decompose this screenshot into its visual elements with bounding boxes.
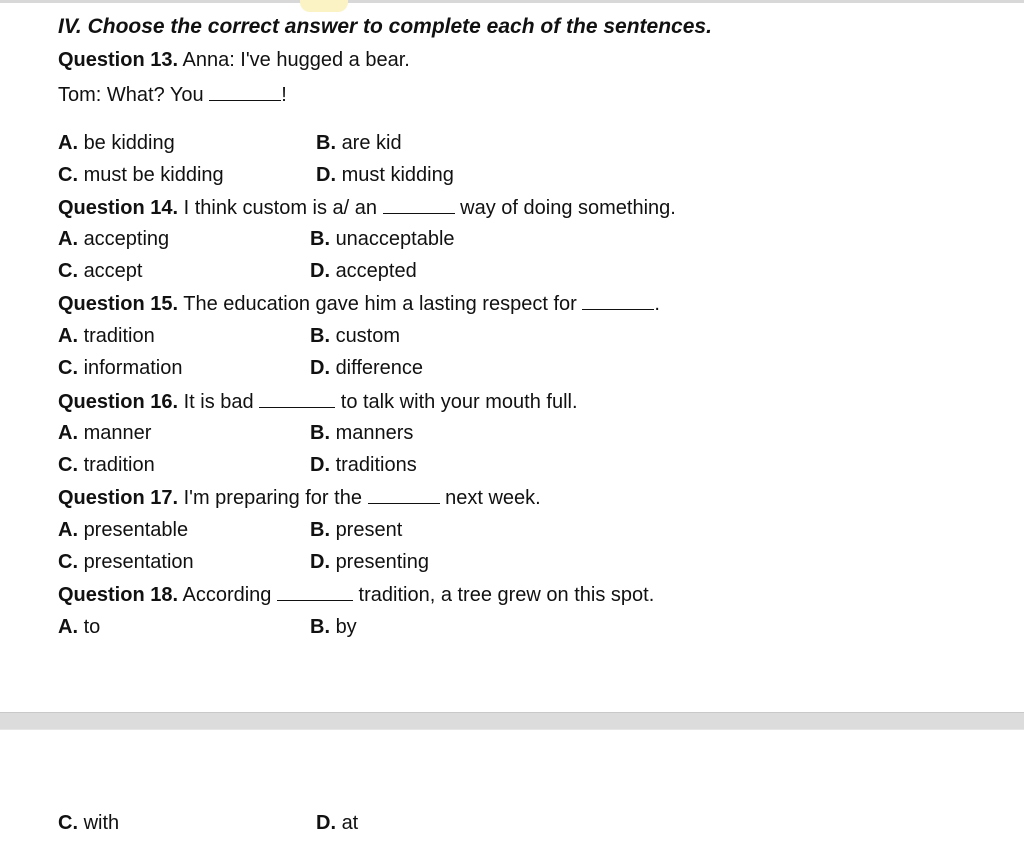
question-14-stem xyxy=(58,195,676,220)
option-letter: D. xyxy=(316,164,336,186)
option-letter: D. xyxy=(310,454,330,476)
page-separator xyxy=(0,712,1024,730)
option-letter: B. xyxy=(310,616,330,638)
q15-option-c[interactable] xyxy=(58,356,183,380)
question-18-text-end: tradition, a tree grew on this spot. xyxy=(358,584,655,606)
option-letter: A. xyxy=(58,132,78,154)
question-15-stem xyxy=(58,291,660,316)
q14-option-a[interactable] xyxy=(58,227,169,251)
question-16-text-end: to talk with your mouth full. xyxy=(340,391,578,413)
question-16-label: Question 16. xyxy=(58,391,179,413)
option-text: information xyxy=(83,357,183,379)
option-letter: D. xyxy=(310,551,330,573)
q13-option-a[interactable] xyxy=(58,131,175,155)
option-text: with xyxy=(83,812,120,834)
option-text: presenting xyxy=(335,551,429,573)
option-text: manner xyxy=(83,422,152,444)
option-text: presentation xyxy=(83,551,194,573)
question-14-text-end: way of doing something. xyxy=(460,197,676,219)
question-15-label: Question 15. xyxy=(58,293,179,315)
option-letter: B. xyxy=(310,519,330,541)
question-14-label: Question 14. xyxy=(58,197,179,219)
option-text: traditions xyxy=(335,454,417,476)
option-letter: A. xyxy=(58,325,78,347)
option-letter: A. xyxy=(58,422,78,444)
highlight-mark xyxy=(300,0,348,12)
q17-option-c[interactable] xyxy=(58,550,194,574)
option-text: must be kidding xyxy=(83,164,224,186)
q16-option-a[interactable] xyxy=(58,421,151,445)
question-18-stem xyxy=(58,582,654,607)
q17-option-b[interactable] xyxy=(310,518,402,542)
q13-option-d[interactable] xyxy=(316,163,454,187)
answer-blank xyxy=(209,82,281,101)
option-text: tradition xyxy=(83,454,155,476)
answer-blank xyxy=(277,582,353,601)
option-letter: C. xyxy=(58,454,78,476)
q14-option-d[interactable] xyxy=(310,259,417,283)
option-text: difference xyxy=(335,357,424,379)
answer-blank xyxy=(259,389,335,408)
question-17-stem xyxy=(58,485,541,510)
option-letter: D. xyxy=(310,260,330,282)
section-title: IV. Choose the correct answer to complete each of the sentences. xyxy=(58,15,712,38)
option-text: tradition xyxy=(83,325,155,347)
q16-option-c[interactable] xyxy=(58,453,155,477)
q16-option-b[interactable] xyxy=(310,421,413,445)
q18-option-a[interactable] xyxy=(58,615,100,639)
q13-option-c[interactable] xyxy=(58,163,224,187)
option-text: manners xyxy=(335,422,414,444)
worksheet-page-2 xyxy=(0,730,1024,842)
q16-option-d[interactable] xyxy=(310,453,417,477)
q18-option-c[interactable] xyxy=(58,811,119,835)
question-13-label: Question 13. xyxy=(58,49,179,71)
option-letter: A. xyxy=(58,616,78,638)
option-text: are kid xyxy=(341,132,402,154)
option-letter: C. xyxy=(58,551,78,573)
q13-option-b[interactable] xyxy=(316,131,402,155)
option-text: custom xyxy=(335,325,401,347)
option-text: to xyxy=(83,616,101,638)
answer-blank xyxy=(368,485,440,504)
q14-option-b[interactable] xyxy=(310,227,455,251)
option-text: presentable xyxy=(83,519,189,541)
option-letter: C. xyxy=(58,357,78,379)
question-17-label: Question 17. xyxy=(58,487,179,509)
option-letter: C. xyxy=(58,812,78,834)
option-text: unacceptable xyxy=(335,228,455,250)
question-17-text-end: next week. xyxy=(445,487,541,509)
question-13-text: Anna: I've hugged a bear. xyxy=(182,49,410,71)
option-text: accepting xyxy=(83,228,170,250)
option-text: be kidding xyxy=(83,132,175,154)
question-14-text: I think custom is a/ an xyxy=(183,197,378,219)
option-letter: B. xyxy=(310,422,330,444)
q17-option-a[interactable] xyxy=(58,518,188,542)
option-letter: B. xyxy=(316,132,336,154)
question-13-line2-end: ! xyxy=(281,84,287,106)
question-18-label: Question 18. xyxy=(58,584,179,606)
option-text: accept xyxy=(83,260,143,282)
option-letter: C. xyxy=(58,164,78,186)
question-15-text: The education gave him a lasting respect for xyxy=(183,293,577,315)
option-letter: C. xyxy=(58,260,78,282)
q18-option-b[interactable] xyxy=(310,615,357,639)
option-letter: A. xyxy=(58,228,78,250)
question-13-line2 xyxy=(58,82,287,107)
question-16-text: It is bad xyxy=(183,391,254,413)
q15-option-a[interactable] xyxy=(58,324,155,348)
q18-option-d[interactable] xyxy=(316,811,358,835)
option-text: at xyxy=(341,812,359,834)
option-text: by xyxy=(335,616,357,638)
question-13-stem xyxy=(58,48,410,72)
option-letter: B. xyxy=(310,228,330,250)
answer-blank xyxy=(582,291,654,310)
top-border xyxy=(0,0,1024,3)
q15-option-b[interactable] xyxy=(310,324,400,348)
option-text: accepted xyxy=(335,260,417,282)
option-letter: D. xyxy=(310,357,330,379)
q15-option-d[interactable] xyxy=(310,356,423,380)
answer-blank xyxy=(383,195,455,214)
question-17-text: I'm preparing for the xyxy=(183,487,362,509)
option-letter: D. xyxy=(316,812,336,834)
option-letter: B. xyxy=(310,325,330,347)
question-18-text: According xyxy=(182,584,272,606)
option-text: present xyxy=(335,519,403,541)
question-15-text-end: . xyxy=(654,293,660,315)
option-text: must kidding xyxy=(341,164,454,186)
question-16-stem xyxy=(58,389,578,414)
question-13-line2-text: Tom: What? You xyxy=(58,84,204,106)
q17-option-d[interactable] xyxy=(310,550,429,574)
option-letter: A. xyxy=(58,519,78,541)
q14-option-c[interactable] xyxy=(58,259,143,283)
